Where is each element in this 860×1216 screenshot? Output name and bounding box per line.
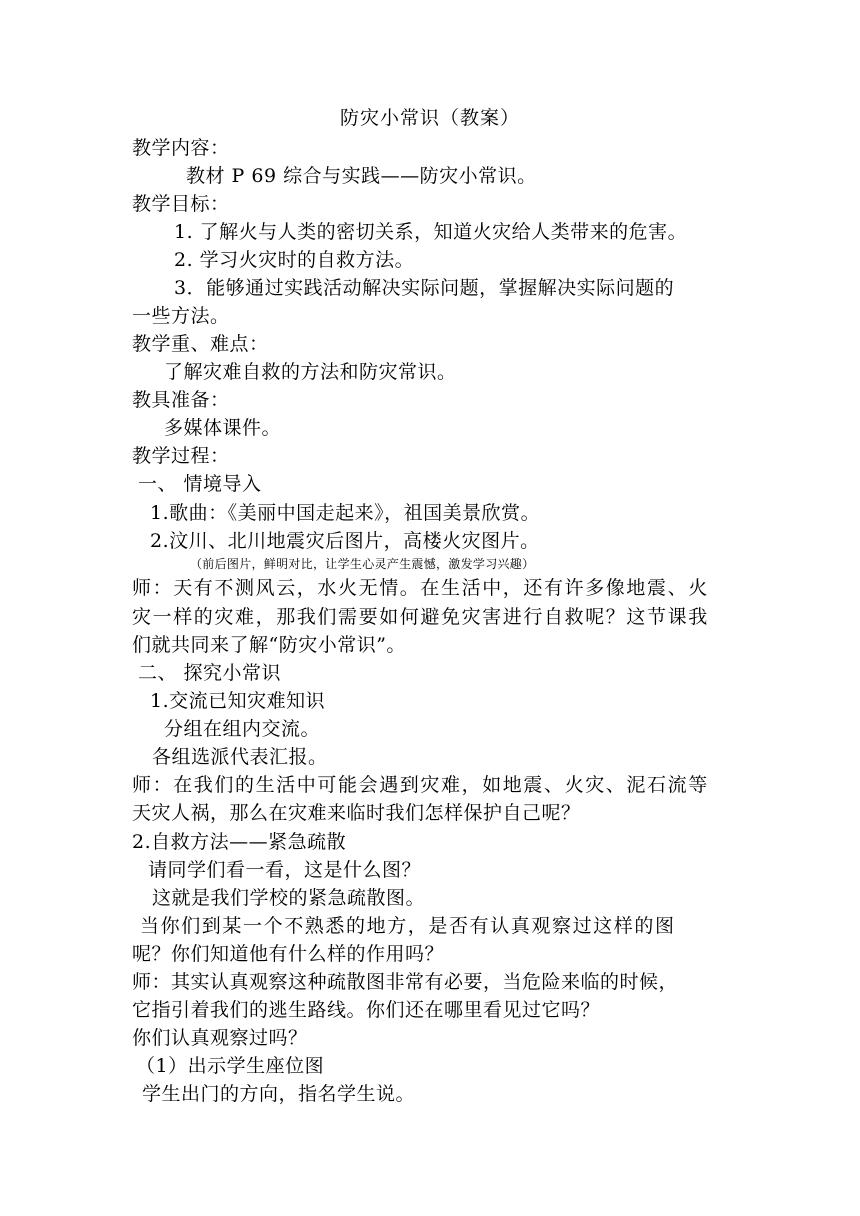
text-line: 请同学们看一看，这是什么图？ xyxy=(148,859,422,881)
text-line: 们就共同来了解“防灾小常识”。 xyxy=(132,634,406,656)
text-line: 天灾人祸，那么在灾难来临时我们怎样保护自己呢？ xyxy=(132,802,581,824)
text-line: 分组在组内交流。 xyxy=(164,718,321,740)
text-line: 它指引着我们的逃生路线。你们还在哪里看见过它吗？ xyxy=(132,999,601,1021)
annotation-note: （前后图片，鲜明对比，让学生心灵产生震憾，激发学习兴趣） xyxy=(190,557,535,571)
text-line: 3．能够通过实践活动解决实际问题，掌握解决实际问题的 xyxy=(174,277,675,299)
text-line: 1.交流已知灾难知识 xyxy=(150,690,326,712)
text-line: 学生出门的方向，指名学生说。 xyxy=(142,1083,416,1105)
heading-key-points: 教学重、难点： xyxy=(132,333,269,355)
text-line: 1. 了解火与人类的密切关系，知道火灾给人类带来的危害。 xyxy=(174,221,688,243)
text-line: 师：天有不测风云，水火无情。在生活中，还有许多像地震、火 xyxy=(132,577,709,599)
text-line: 当你们到某一个不熟悉的地方，是否有认真观察过这样的图 xyxy=(140,915,676,937)
heading-teaching-content: 教学内容： xyxy=(132,137,230,159)
text-line: 这就是我们学校的紧急疏散图。 xyxy=(152,887,426,909)
text-line: 多媒体课件。 xyxy=(164,417,282,439)
text-line: 2.汶川、北川地震灾后图片，高楼火灾图片。 xyxy=(150,530,540,552)
heading-teaching-goals: 教学目标： xyxy=(132,193,230,215)
heading-process: 教学过程： xyxy=(132,445,230,467)
text-line: 师：其实认真观察这种疏散图非常有必要，当危险来临的时候， xyxy=(132,971,679,993)
text-line: 1.歌曲：《美丽中国走起来》，祖国美景欣赏。 xyxy=(150,502,541,524)
heading-materials: 教具准备： xyxy=(132,389,230,411)
text-line: （1）出示学生座位图 xyxy=(136,1055,325,1077)
section-heading: 一、 情境导入 xyxy=(138,473,262,495)
text-line: 了解灾难自救的方法和防灾常识。 xyxy=(164,361,457,383)
subsection-heading: 2.自救方法——紧急疏散 xyxy=(132,831,347,853)
text-line: 你们认真观察过吗？ xyxy=(132,1027,308,1049)
text-line: 师：在我们的生活中可能会遇到灾难，如地震、火灾、泥石流等 xyxy=(132,774,709,796)
document-title: 防灾小常识（教案） xyxy=(339,107,520,129)
text-line: 2. 学习火灾时的自救方法。 xyxy=(174,249,415,271)
text-line: 灾一样的灾难，那我们需要如何避免灾害进行自救呢？这节课我 xyxy=(132,606,709,628)
text-line: 一些方法。 xyxy=(132,305,230,327)
text-line: 各组选派代表汇报。 xyxy=(152,746,328,768)
section-heading: 二、 探究小常识 xyxy=(138,662,282,684)
text-line: 教材 P 69 综合与实践——防灾小常识。 xyxy=(186,165,537,187)
text-line: 呢？你们知道他有什么样的作用吗？ xyxy=(132,943,445,965)
